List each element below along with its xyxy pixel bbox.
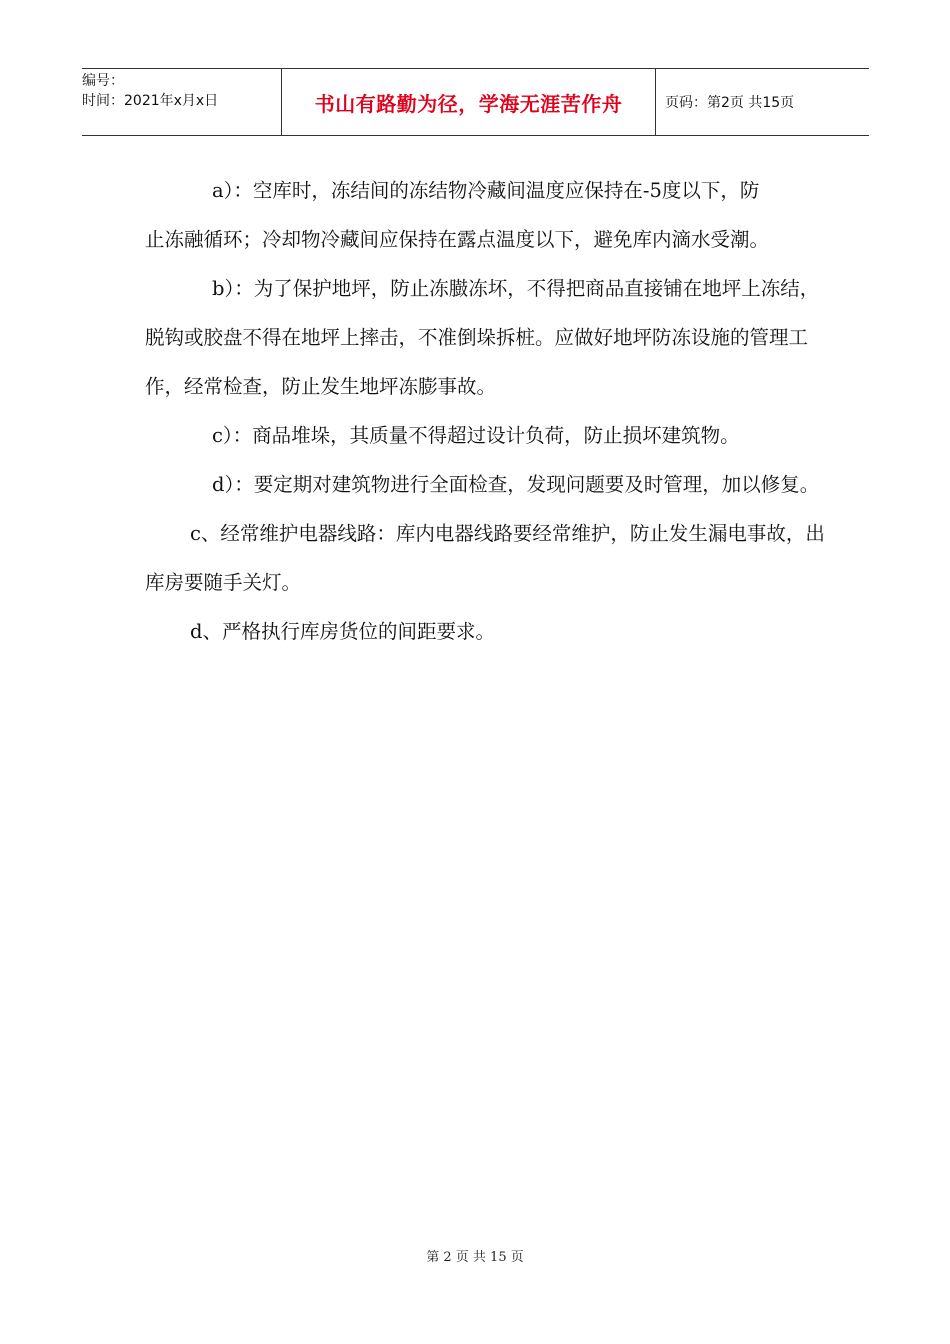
header-motto-cell [281, 69, 656, 135]
paragraph-d: d）：要定期对建筑物进行全面检查，发现问题要及时管理，加以修复。 [212, 473, 820, 496]
footer-page-number: 第 2 页 共 15 页 [426, 1250, 524, 1265]
paragraph-a-line1: a）：空库时，冻结间的冻结物冷藏间温度应保持在-5度以下，防 [212, 179, 760, 202]
paragraph-a-line2: 止冻融循环；冷却物冷藏间应保持在露点温度以下，避免库内滴水受潮。 [145, 228, 770, 251]
page-header [82, 68, 869, 136]
header-page-label: 页码：第2页 共15页 [665, 95, 795, 111]
header-page-info [656, 69, 869, 135]
paragraph-electrical: c、经常维护电器线路：库内电器线路要经常维护，防止发生漏电事故，出库房要随手关灯。 [145, 522, 825, 594]
document-number-label: 编号： [82, 73, 124, 89]
paragraph-spacing: d、严格执行库房货位的间距要求。 [190, 620, 495, 643]
paragraph-c: c）：商品堆垛，其质量不得超过设计负荷，防止损坏建筑物。 [212, 424, 740, 447]
header-motto: 书山有路勤为径，学海无涯苦作舟 [314, 91, 623, 116]
header-meta [82, 69, 281, 135]
paragraph-b: b）：为了保护地坪，防止冻臌冻坏，不得把商品直接铺在地坪上冻结，脱钩或胶盘不得在地坪上摔击，不准倒垛拆桩。应做好地坪防冻设施的管理工作，经常检查，防止发生地坪冻膨事故。 [145, 277, 820, 398]
page-footer [0, 1246, 950, 1265]
document-date-label: 时间：2021年x月x日 [82, 93, 219, 109]
document-body [145, 166, 825, 656]
